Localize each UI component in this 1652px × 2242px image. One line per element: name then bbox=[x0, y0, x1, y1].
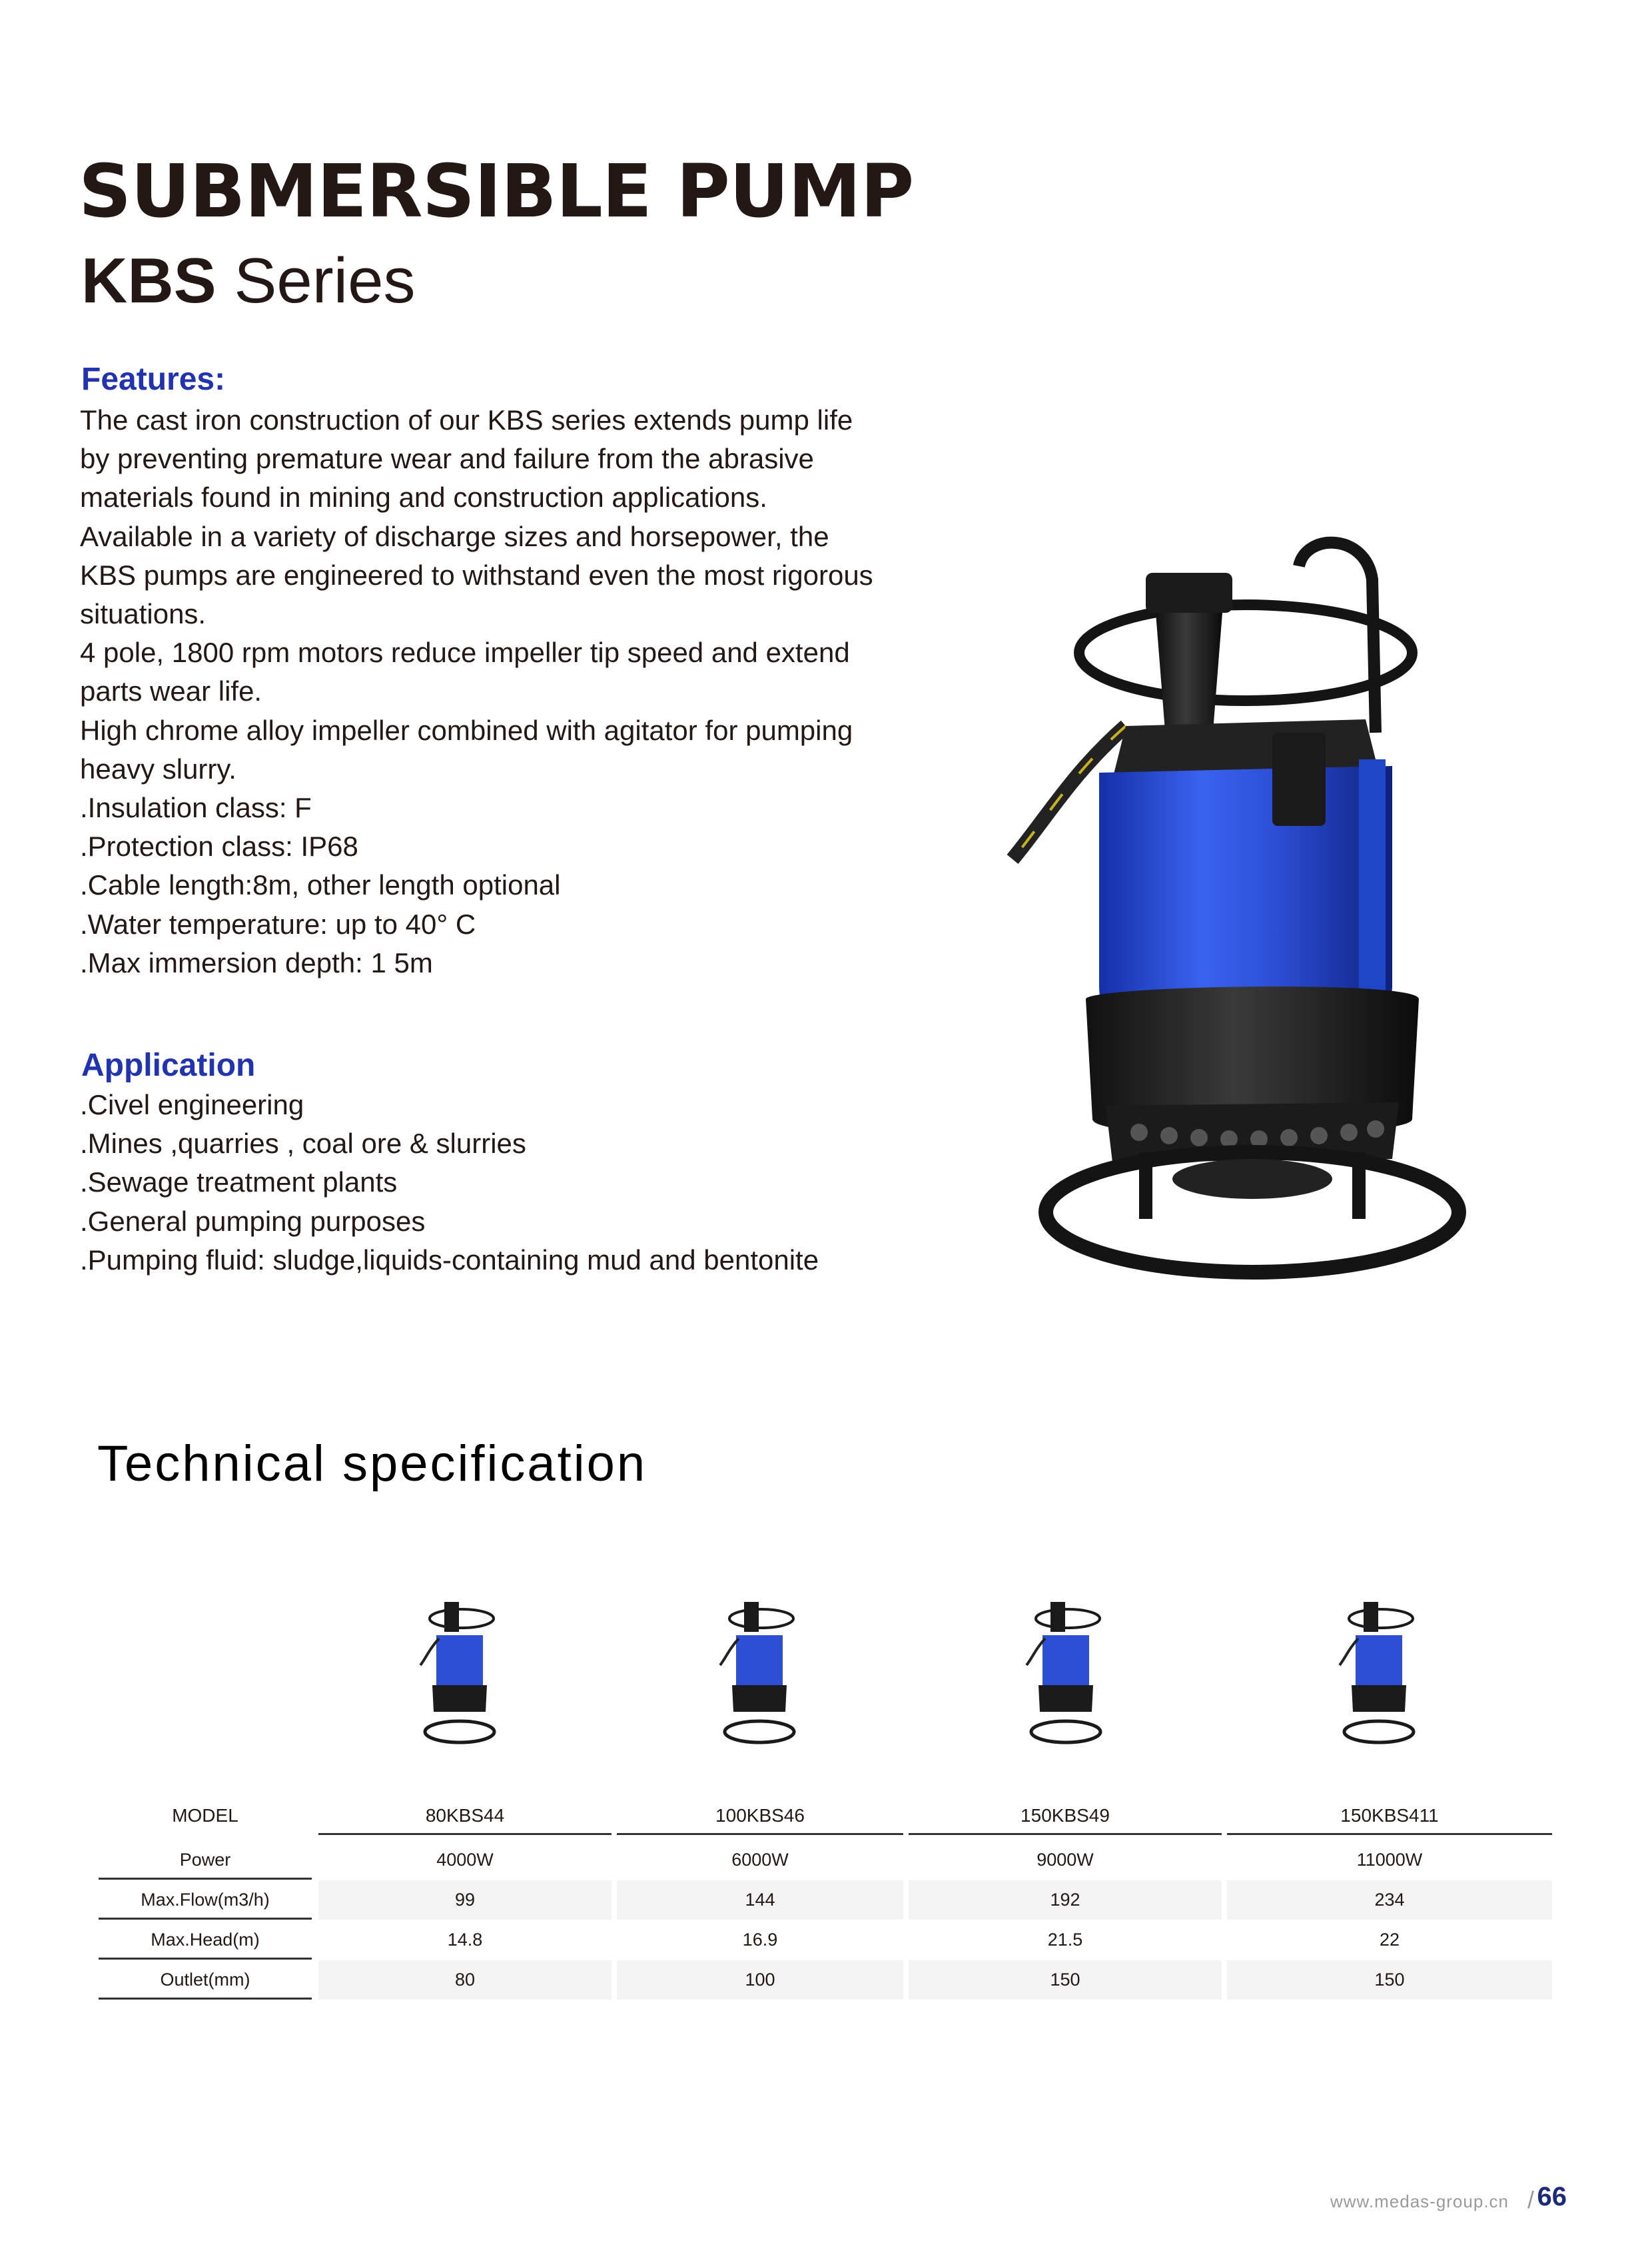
table-cell: 234 bbox=[1227, 1880, 1552, 1920]
features-line: The cast iron construction of our KBS series extends pump life bbox=[80, 404, 853, 436]
features-line: .Cable length:8m, other length optional bbox=[80, 869, 561, 901]
features-heading: Features: bbox=[81, 362, 226, 397]
footer-separator: / bbox=[1527, 2186, 1534, 2213]
features-line: High chrome alloy impeller combined with agitator for pumping bbox=[80, 714, 853, 746]
features-line: materials found in mining and construction applications. bbox=[80, 482, 767, 514]
application-line: .Mines ,quarries , coal ore & slurries bbox=[80, 1128, 526, 1160]
table-cell: 6000W bbox=[731, 1850, 789, 1870]
features-text bbox=[80, 401, 873, 982]
table-cell: 16.9 bbox=[742, 1930, 778, 1950]
table-cell: 150 bbox=[909, 1960, 1222, 2000]
table-cell: 144 bbox=[617, 1880, 903, 1920]
pump-thumbnail-80kbs44 bbox=[416, 1599, 503, 1748]
features-line: .Protection class: IP68 bbox=[80, 831, 358, 863]
pump-thumbnail-150kbs49 bbox=[1023, 1599, 1109, 1748]
page-number: 66 bbox=[1537, 2182, 1567, 2211]
features-line: KBS pumps are engineered to withstand even the most rigorous bbox=[80, 559, 873, 591]
table-cell: 192 bbox=[909, 1880, 1222, 1920]
table-cell: 21.5 bbox=[1047, 1930, 1083, 1950]
row-label: Power bbox=[99, 1840, 312, 1880]
page-title: SUBMERSIBLE PUMP bbox=[79, 149, 914, 234]
model-name: 100KBS46 bbox=[617, 1796, 903, 1835]
series-subtitle bbox=[81, 245, 416, 316]
model-name: 150KBS411 bbox=[1227, 1796, 1552, 1835]
table-cell: 4000W bbox=[436, 1850, 494, 1870]
table-cell: 22 bbox=[1379, 1930, 1400, 1950]
row-label: Outlet(mm) bbox=[99, 1960, 312, 2000]
features-line: parts wear life. bbox=[80, 675, 262, 707]
application-line: .Civel engineering bbox=[80, 1089, 304, 1120]
application-line: .Pumping fluid: sludge,liquids-containing mud and bentonite bbox=[80, 1244, 819, 1276]
table-cell: 80 bbox=[318, 1960, 612, 2000]
table-cell: 14.8 bbox=[447, 1930, 483, 1950]
model-name: 80KBS44 bbox=[318, 1796, 612, 1835]
model-header: MODEL bbox=[172, 1805, 238, 1826]
row-label: Max.Head(m) bbox=[99, 1920, 312, 1960]
row-label: Max.Flow(m3/h) bbox=[99, 1880, 312, 1920]
table-cell: 150 bbox=[1227, 1960, 1552, 2000]
application-line: .Sewage treatment plants bbox=[80, 1166, 398, 1198]
features-line: .Insulation class: F bbox=[80, 792, 312, 824]
footer-website: www.medas-group.cn bbox=[1330, 2191, 1509, 2211]
table-cell: 100 bbox=[617, 1960, 903, 2000]
application-text bbox=[80, 1086, 819, 1280]
application-heading: Application bbox=[81, 1048, 256, 1083]
features-line: Available in a variety of discharge sizes and horsepower, the bbox=[80, 520, 829, 552]
pump-thumbnail-100kbs46 bbox=[716, 1599, 803, 1748]
features-line: heavy slurry. bbox=[80, 753, 236, 785]
series-name: KBS bbox=[81, 245, 216, 316]
application-line: .General pumping purposes bbox=[80, 1205, 426, 1237]
model-name: 150KBS49 bbox=[909, 1796, 1222, 1835]
features-line: by preventing premature wear and failure from the abrasive bbox=[80, 443, 814, 475]
features-line: .Max immersion depth: 1 5m bbox=[80, 946, 433, 978]
table-cell: 9000W bbox=[1036, 1850, 1094, 1870]
table-cell: 99 bbox=[318, 1880, 612, 1920]
pump-product-image bbox=[993, 520, 1472, 1299]
features-line: situations. bbox=[80, 598, 206, 630]
features-line: 4 pole, 1800 rpm motors reduce impeller tip speed and extend bbox=[80, 637, 850, 669]
series-suffix: Series bbox=[216, 245, 416, 316]
features-line: .Water temperature: up to 40° C bbox=[80, 908, 476, 940]
technical-spec-title: Technical specification bbox=[97, 1435, 647, 1492]
table-cell: 11000W bbox=[1356, 1850, 1423, 1870]
pump-thumbnail-150kbs411 bbox=[1336, 1599, 1422, 1748]
